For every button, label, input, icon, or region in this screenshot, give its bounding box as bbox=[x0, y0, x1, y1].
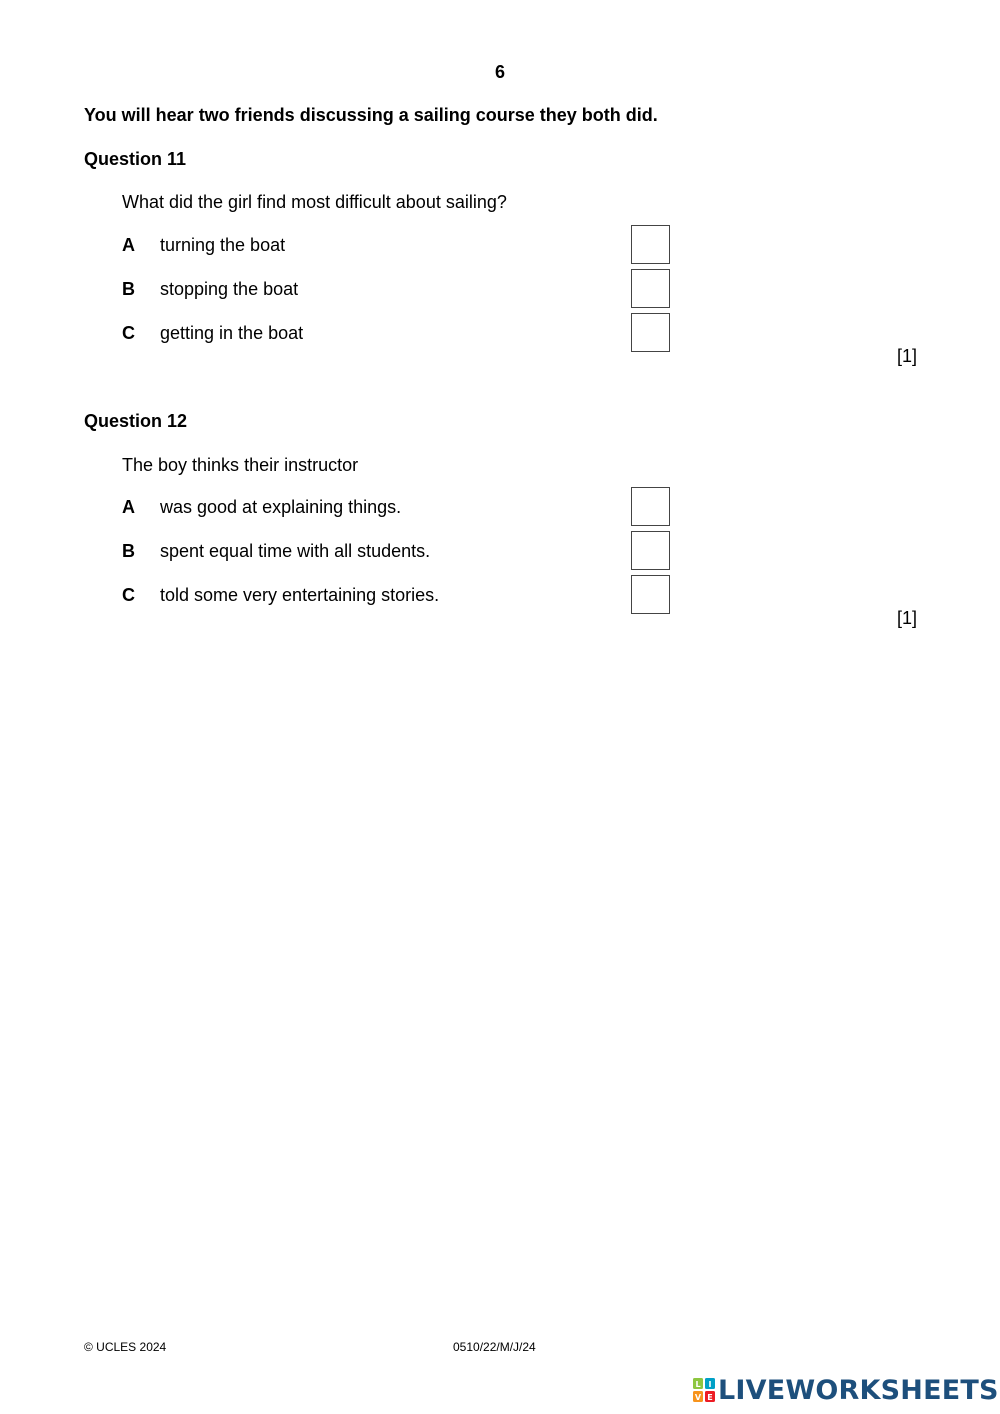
option-letter: A bbox=[122, 497, 135, 517]
option-letter: A bbox=[122, 235, 135, 255]
question-12-heading: Question 12 bbox=[84, 411, 188, 431]
question-11-marks: [1] bbox=[896, 346, 917, 366]
svg-text:L: L bbox=[695, 1380, 701, 1389]
option-letter: C bbox=[122, 585, 135, 605]
question-11-heading: Question 11 bbox=[84, 149, 187, 169]
question-12-stem: The boy thinks their instructor bbox=[122, 455, 359, 475]
question-11-option-a bbox=[122, 225, 672, 265]
question-11-option-b bbox=[122, 269, 672, 309]
question-11-stem: What did the girl find most difficult about sailing? bbox=[122, 192, 507, 212]
page-number: 6 bbox=[494, 62, 505, 82]
svg-text:V: V bbox=[694, 1393, 702, 1402]
option-text: getting in the boat bbox=[160, 323, 304, 343]
brand-name: LIVEWORKSHEETS bbox=[718, 1374, 999, 1406]
liveworksheets-logo-icon bbox=[692, 1377, 716, 1403]
question-11-option-c bbox=[122, 313, 672, 353]
option-text: spent equal time with all students. bbox=[160, 541, 431, 561]
option-text: stopping the boat bbox=[160, 279, 299, 299]
option-text: told some very entertaining stories. bbox=[160, 585, 440, 605]
option-letter: C bbox=[122, 323, 135, 343]
option-letter: B bbox=[122, 279, 135, 299]
question-12-option-a bbox=[122, 487, 672, 527]
option-text: was good at explaining things. bbox=[160, 497, 402, 517]
question-12-option-c bbox=[122, 575, 672, 615]
answer-checkbox[interactable] bbox=[631, 487, 670, 526]
liveworksheets-brand[interactable] bbox=[692, 1374, 999, 1406]
answer-checkbox[interactable] bbox=[631, 575, 670, 614]
option-text: turning the boat bbox=[160, 235, 286, 255]
section-intro: You will hear two friends discussing a sailing course they both did. bbox=[84, 105, 658, 125]
answer-checkbox[interactable] bbox=[631, 269, 670, 308]
question-12-marks: [1] bbox=[896, 608, 917, 628]
svg-text:E: E bbox=[707, 1393, 713, 1402]
question-12-option-b bbox=[122, 531, 672, 571]
footer-paper-code: 0510/22/M/J/24 bbox=[453, 1340, 536, 1354]
svg-text:I: I bbox=[708, 1380, 712, 1389]
answer-checkbox[interactable] bbox=[631, 531, 670, 570]
answer-checkbox[interactable] bbox=[631, 313, 670, 352]
answer-checkbox[interactable] bbox=[631, 225, 670, 264]
option-letter: B bbox=[122, 541, 135, 561]
footer-copyright: © UCLES 2024 bbox=[84, 1340, 167, 1354]
